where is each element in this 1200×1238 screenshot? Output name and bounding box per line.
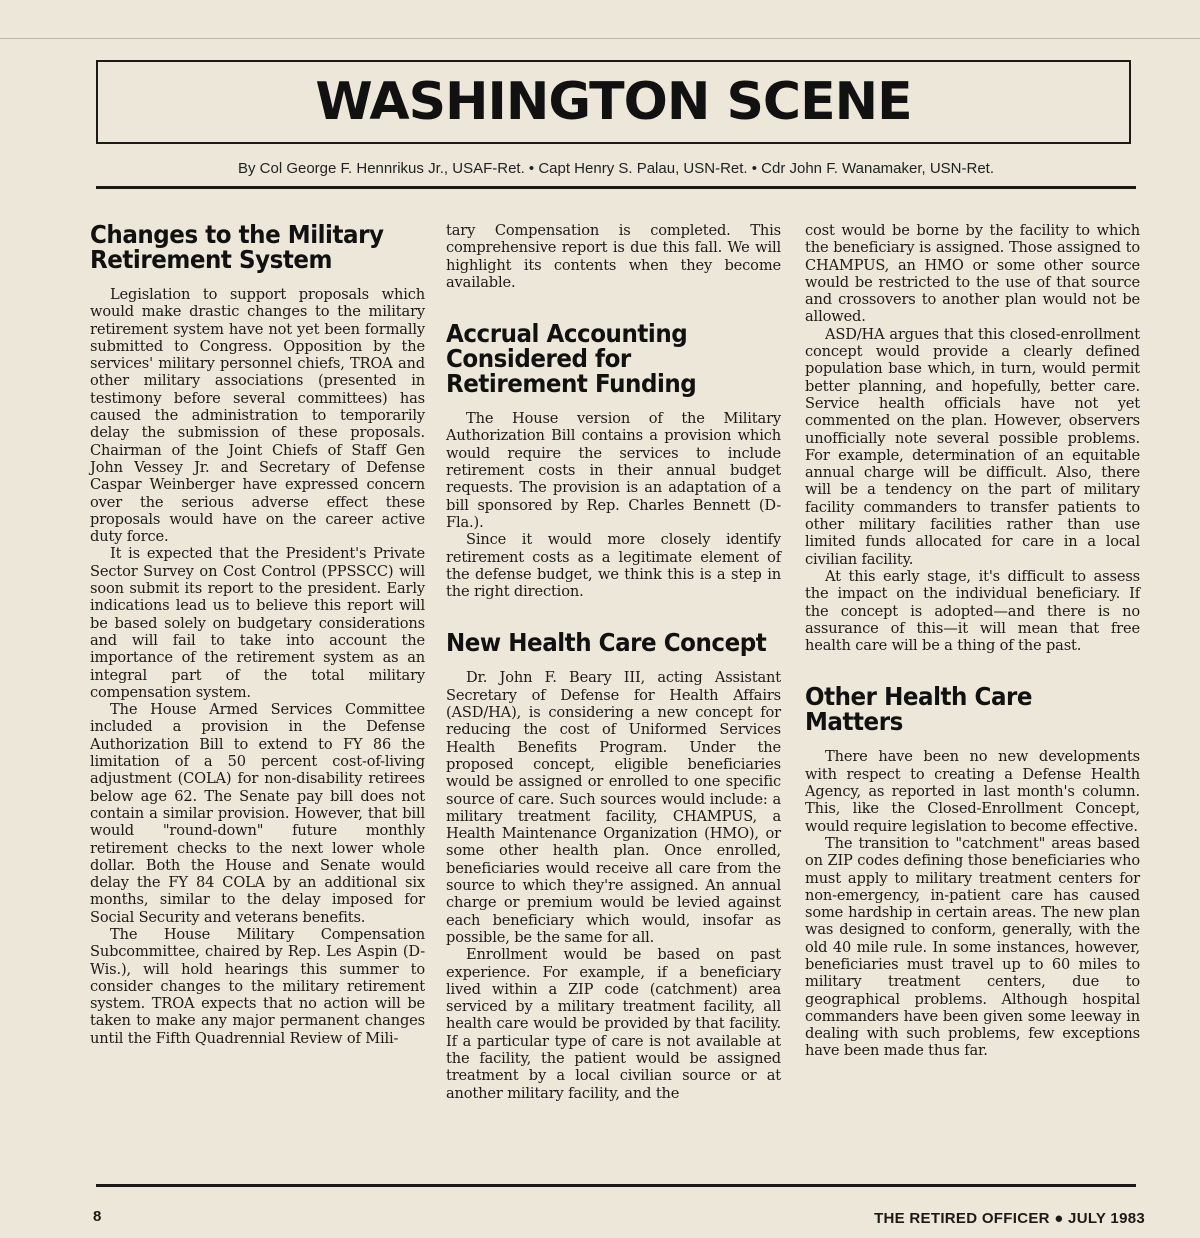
byline-rule	[96, 186, 1136, 189]
publication-line: THE RETIRED OFFICER ● JULY 1983	[874, 1210, 1145, 1227]
page-number: 8	[93, 1208, 102, 1225]
paragraph: The House Military Compensation Subcommittee, chaired by Rep. Les Aspin (D-Wis.), will hold hearings this summer to consider changes to the military retirement system. TROA expects that no action will be taken to make any major permanent changes until the Fifth Quadrennial Review of Mili-	[90, 925, 425, 1047]
paragraph: There have been no new developments with respect to creating a Defense Health Agency, as reported in last month's column. This, like the Closed-Enrollment Concept, would require legislation to become effective.	[805, 748, 1140, 835]
paragraph: Legislation to support proposals which would make drastic changes to the military retirement system have not yet been formally submitted to Congress. Opposition by the services' military personnel chiefs, TROA and other military associations (presented in testimony before several committees) has caused the administration to temporarily delay the submission of these proposals. Chairman of the Joint Chiefs of Staff Gen John Vessey Jr. and Secretary of Defense Caspar Weinberger have expressed concern over the serious adverse effect these proposals would have on the career active duty force.	[90, 286, 425, 546]
heading-military-retirement: Changes to the Military Retirement System	[90, 220, 384, 274]
masthead-box	[96, 60, 1131, 144]
paragraph: The House version of the Military Authorization Bill contains a provision which would require the services to include retirement costs in their annual budget requests. The provision is an adaptation of a bill sponsored by Rep. Charles Bennett (D-Fla.).	[446, 410, 781, 531]
paragraph: The transition to "catchment" areas based on ZIP codes defining those beneficiaries who must apply to military treatment centers for non-emergency, in-patient care has caused some hardship in certain areas. The new plan was designed to conform, generally, with the old 40 mile rule. In some instances, however, beneficiaries must travel up to 60 miles to military treatment centers, due to geographical problems. Although hospital commanders have been given some leeway in dealing with such problems, few exceptions have been made thus far.	[805, 834, 1140, 1060]
bottom-rule	[96, 1184, 1136, 1187]
paragraph-continued: tary Compensation is completed. This comprehensive report is due this fall. We will highlight its contents when they become available.	[446, 222, 781, 291]
paragraph: Enrollment would be based on past experience. For example, if a beneficiary lived within a ZIP code (catchment) area serviced by a military treatment facility, all health care would be provided by that facility. If a particular type of care is not available at the facility, the patient would be assigned treatment by a local civilian source or at another military facility, and the	[446, 946, 781, 1102]
paragraph: The House Armed Services Committee included a provision in the Defense Authorization Bill to extend to FY 86 the limitation of a 50 percent cost-of-living adjustment (COLA) for non-disability retirees below age 62. The Senate pay bill does not contain a similar provision. However, that bill would "round-down" future monthly retirement checks to the next lower whole dollar. Both the House and Senate would delay the FY 84 COLA by an additional six months, similar to the delay imposed for Social Security and veterans benefits.	[90, 701, 425, 926]
top-rule	[0, 38, 1200, 39]
column-2	[446, 222, 781, 1102]
paragraph-continued: cost would be borne by the facility to which the beneficiary is assigned. Those assigned to CHAMPUS, an HMO or some other source would be restricted to the use of that source and crossovers to another plan would not be allowed.	[805, 222, 1140, 326]
paragraph: Dr. John F. Beary III, acting Assistant Secretary of Defense for Health Affairs (ASD/HA), is considering a new concept for reducing the cost of Uniformed Services Health Benefits Program. Under the proposed concept, eligible beneficiaries would be assigned or enrolled to one specific source of care. Such sources would include: a military treatment facility, CHAMPUS, a Health Maintenance Organization (HMO), or some other health plan. Once enrolled, beneficiaries would receive all care from the source to which they're assigned. An annual charge or premium would be levied against each beneficiary which would, insofar as possible, be the same for all.	[446, 669, 781, 946]
heading-new-health-care: New Health Care Concept	[446, 628, 767, 658]
column-1	[90, 222, 425, 1047]
paragraph: At this early stage, it's difficult to assess the impact on the individual beneficiary. If the concept is adopted—and there is no assurance of this—it will mean that free health care will be a thing of the past.	[805, 567, 1140, 655]
heading-other-health-care: Other Health Care Matters	[805, 682, 1033, 737]
paragraph: Since it would more closely identify retirement costs as a legitimate element of the defense budget, we think this is a step in the right direction.	[446, 531, 781, 601]
column-3	[805, 222, 1140, 1060]
byline: By Col George F. Hennrikus Jr., USAF-Ret. • Capt Henry S. Palau, USN-Ret. • Cdr John F. Wanamaker, USN-Ret.	[237, 160, 995, 177]
masthead-title: WASHINGTON SCENE	[315, 72, 912, 132]
heading-accrual-accounting: Accrual Accounting Considered for Retirement Funding	[446, 319, 697, 399]
paragraph: ASD/HA argues that this closed-enrollment concept would provide a clearly defined population base which, in turn, would permit better planning, and hopefully, better care. Service health officials have not yet commented on the plan. However, observers unofficially note several possible problems. For example, determination of an equitable annual charge will be difficult. Also, there will be a tendency on the part of military facility commanders to transfer patients to other military facilities rather than use limited funds allocated for care in a local civilian facility.	[805, 325, 1140, 568]
paragraph: It is expected that the President's Private Sector Survey on Cost Control (PPSSCC) will soon submit its report to the president. Early indications lead us to believe this report will be based solely on budgetary considerations and will fail to take into account the importance of the retirement system as an integral part of the total military compensation system.	[90, 545, 425, 701]
